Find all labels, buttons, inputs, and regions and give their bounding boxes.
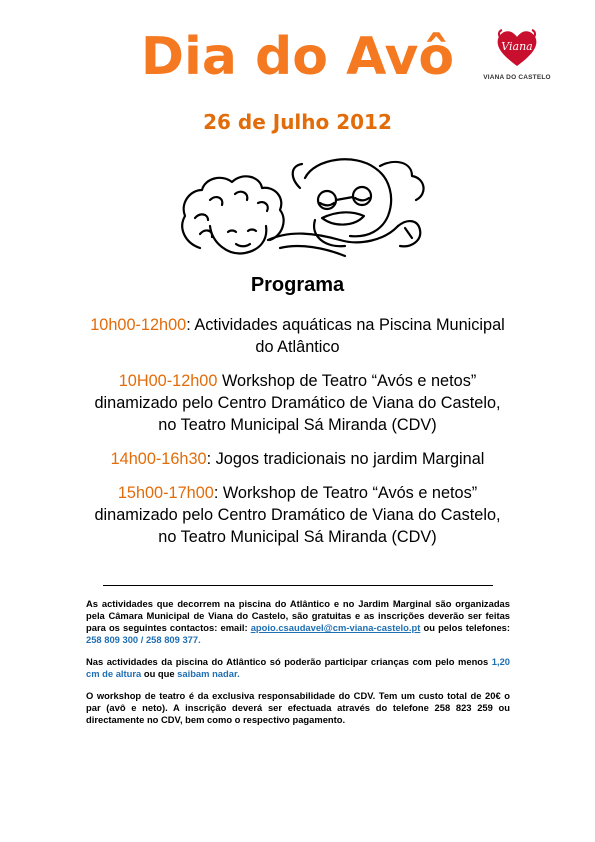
viana-heart-logo-icon [494,28,540,68]
program-item-text: : Actividades aquáticas na Piscina Municipal do Atlântico [186,316,505,356]
note-workshop: O workshop de teatro é da exclusiva responsabilidade do CDV. Tem um custo total de 20€ o par (avô e neto). A inscrição deverá ser efectuada através do telefone 258 823 259 ou directamente no CDV, bem como o respectivo pagamento. [86,690,510,725]
program-item [90,448,505,470]
program-item-time: 10h00-12h00 [90,316,187,334]
program-item [90,314,505,358]
event-date: 26 de Julho 2012 [203,110,392,134]
program-item-text: : Jogos tradicionais no jardim Marginal [206,450,485,468]
program-item [90,370,505,436]
program-item-time: 14h00-16h30 [110,450,207,468]
grandparents-illustration [150,148,450,260]
notes-section [86,598,510,736]
note-registration-text: As actividades que decorrem na piscina do Atlântico e no Jardim Marginal são organizadas pela Câmara Municipal de Viana do Castelo, são gratuitas e as inscrições deverão ser feitas para os seguintes contactos: email: [86,598,510,633]
grandparents-drawing-icon [150,148,450,260]
height-requirement: 1,20 cm de altura [86,656,510,679]
section-divider [103,585,493,586]
logo-caption: VIANA DO CASTELO [483,74,551,81]
logo-text: Viana [501,40,533,53]
note-pool-mid: ou que [141,668,178,679]
note-pool-requirements [86,656,510,680]
phone-numbers: 258 809 300 / 258 809 377. [86,634,201,645]
note-pool-text: Nas actividades da piscina do Atlântico só poderão participar crianças com pelo menos [86,656,492,667]
program-item-time: 15h00-17h00 [117,484,214,502]
program-item [90,482,505,548]
viana-logo [476,28,558,84]
page-title: Dia do Avô [140,27,455,87]
note-registration [86,598,510,646]
programa-heading: Programa [250,274,345,296]
program-item-text: Workshop de Teatro “Avós e netos” dinamizado pelo Centro Dramático de Viana do Castelo, no Teatro Municipal Sá Miranda (CDV) [94,372,501,434]
program-list [90,314,505,560]
email-link[interactable]: apoio.csaudavel@cm-viana-castelo.pt [250,622,421,633]
note-registration-mid: ou pelos telefones: [420,622,510,633]
program-item-text: : Workshop de Teatro “Avós e netos” dinamizado pelo Centro Dramático de Viana do Castelo, no Teatro Municipal Sá Miranda (CDV) [94,484,501,546]
swim-requirement: saibam nadar. [177,668,240,679]
program-item-time: 10H00-12h00 [118,372,218,390]
